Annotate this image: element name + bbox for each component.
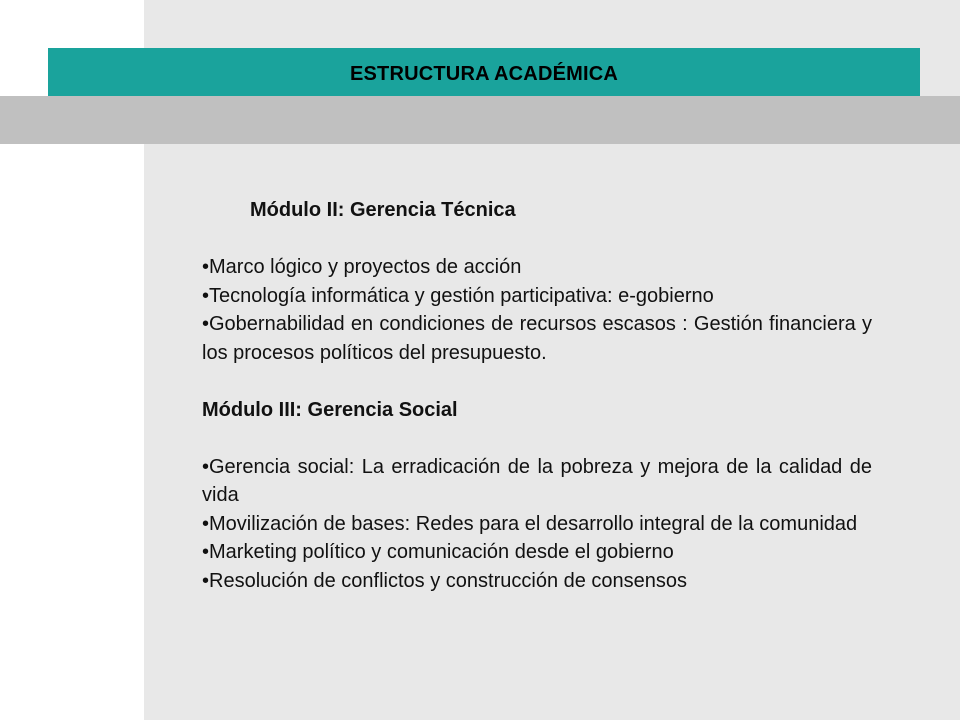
module-2-heading: Módulo II: Gerencia Técnica xyxy=(250,199,516,221)
module-2-item: •Marco lógico y proyectos de acción xyxy=(202,256,522,278)
module-3-heading: Módulo III: Gerencia Social xyxy=(202,398,458,421)
slide-body xyxy=(202,196,872,595)
module-3-item: •Movilización de bases: Redes para el desarrollo integral de la comunidad xyxy=(202,512,858,535)
gray-band xyxy=(0,96,960,144)
module-3-item: •Gerencia social: La erradicación de la pobreza y mejora de la calidad de vida xyxy=(202,455,872,506)
module-3-item: •Resolución de conflictos y construcción de consensos xyxy=(202,569,688,592)
spacer xyxy=(202,424,872,453)
spacer xyxy=(202,367,872,396)
spacer xyxy=(202,225,872,254)
slide-title: ESTRUCTURA ACADÉMICA xyxy=(349,63,619,85)
title-bar xyxy=(48,48,920,96)
module-2-item: •Tecnología informática y gestión participativa: e-gobierno xyxy=(202,284,714,307)
module-2-item: •Gobernabilidad en condiciones de recursos escasos : Gestión financiera y los procesos políticos del presupuesto. xyxy=(202,313,872,364)
module-3-item: •Marketing político y comunicación desde el gobierno xyxy=(202,541,674,563)
